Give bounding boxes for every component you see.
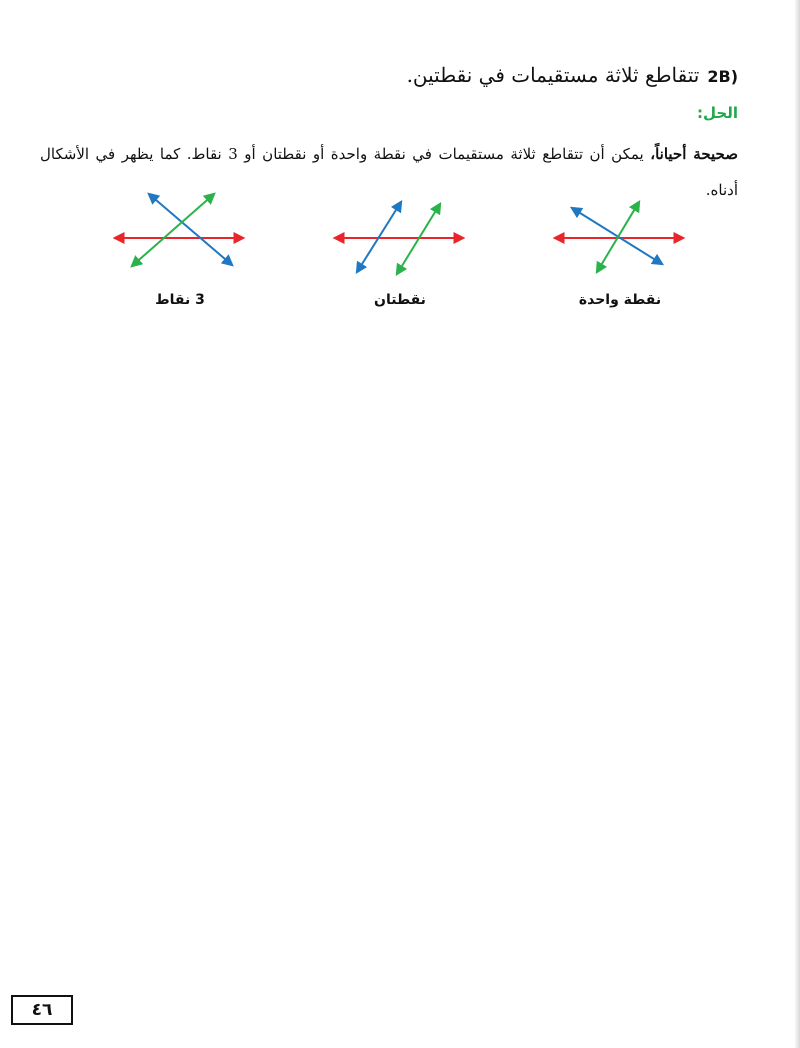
three-points-diagram <box>105 186 255 286</box>
problem-number: 2B) <box>707 67 738 86</box>
two-points-diagram <box>325 186 475 286</box>
problem-text: تتقاطع ثلاثة مستقيمات في نقطتين. <box>406 63 700 87</box>
figure-label-two-points: نقطتان <box>374 292 426 308</box>
blue-line <box>149 194 232 265</box>
solution-verdict: صحيحة أحياناً، <box>650 145 738 163</box>
green-line <box>132 194 214 266</box>
page-edge <box>794 0 800 1048</box>
one-point-diagram <box>545 186 695 286</box>
problem-statement <box>40 60 738 92</box>
figure-two-points <box>325 186 475 286</box>
figure-one-point <box>545 186 695 286</box>
figure-label-one-point: نقطة واحدة <box>578 292 662 308</box>
figure-label-three-points: 3 نقاط <box>155 292 205 308</box>
page-number: ٤٦ <box>11 995 73 1025</box>
blue-line <box>572 208 662 264</box>
solution-text: يمكن أن تتقاطع ثلاثة مستقيمات في نقطة واحدة أو نقطتان أو 3 نقاط. كما يظهر في الأشكال أدناه. <box>40 145 738 199</box>
figure-three-points <box>105 186 255 286</box>
solution-heading: الحل: <box>697 104 738 122</box>
